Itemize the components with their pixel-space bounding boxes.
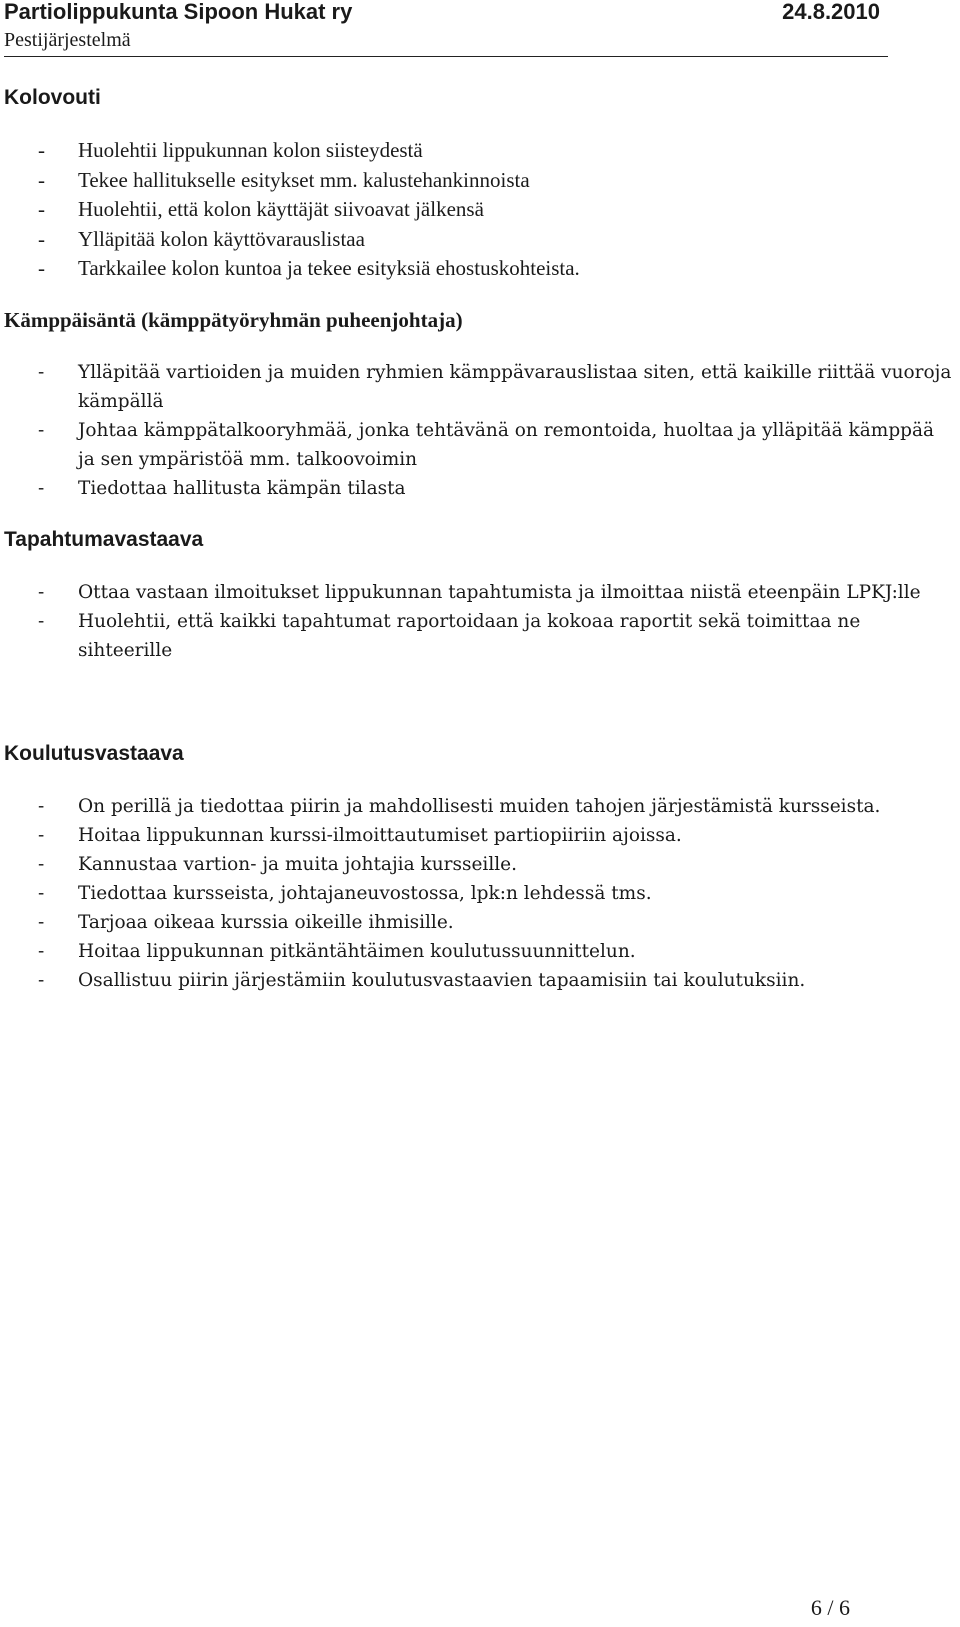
list-dash: - <box>38 197 45 221</box>
section-title-koulutusvastaava: Koulutusvastaava <box>4 742 184 765</box>
list-item: - Huolehtii lippukunnan kolon siisteydestä <box>4 136 954 166</box>
list-dash: - <box>38 912 45 933</box>
list-item: - Osallistuu piirin järjestämiin koulutusvastaavien tapaamisiin tai koulutuksiin. <box>4 966 954 995</box>
list-dash: - <box>38 138 45 162</box>
list-item: - Tarkkailee kolon kuntoa ja tekee esityksiä ehostuskohteista. <box>4 254 954 284</box>
list-item: - Johtaa kämppätalkooryhmää, jonka tehtävänä on remontoida, huoltaa ja ylläpitää kämppää ja sen ympäristöä mm. talkoovoimin <box>4 416 954 474</box>
list-dash: - <box>38 362 45 383</box>
list-dash: - <box>38 582 45 603</box>
section-title-tapahtumavastaava: Tapahtumavastaava <box>4 528 204 551</box>
list-item: - Ylläpitää vartioiden ja muiden ryhmien kämppävarauslistaa siten, että kaikille riittää vuoroja kämpällä <box>4 358 954 416</box>
koulutusvastaava-duties-list <box>4 792 954 995</box>
page-header <box>4 0 888 57</box>
list-item: - Tiedottaa hallitusta kämpän tilasta <box>4 474 954 503</box>
list-item: - Hoitaa lippukunnan pitkäntähtäimen koulutussuunnittelun. <box>4 937 954 966</box>
list-item: - Huolehtii, että kaikki tapahtumat raportoidaan ja kokoaa raportit sekä toimittaa ne sihteerille <box>4 607 954 665</box>
tapahtumavastaava-duties-list <box>4 578 954 665</box>
list-dash: - <box>38 796 45 817</box>
list-dash: - <box>38 970 45 991</box>
list-dash: - <box>38 941 45 962</box>
list-item: - Huolehtii, että kolon käyttäjät siivoavat jälkensä <box>4 195 954 225</box>
list-dash: - <box>38 226 45 251</box>
list-item: - Tiedottaa kursseista, johtajaneuvostossa, lpk:n lehdessä tms. <box>4 879 954 908</box>
section-title-kamppaisanta: Kämppäisäntä (kämppätyöryhmän puheenjohtaja) <box>4 308 463 332</box>
document-date: 24.8.2010 <box>782 0 880 24</box>
section-kamppaisanta <box>4 308 954 503</box>
kamppaisanta-duties-list <box>4 358 954 503</box>
list-dash: - <box>38 883 45 904</box>
organization-name: Partiolippukunta Sipoon Hukat ry <box>4 0 353 24</box>
list-dash: - <box>38 478 45 499</box>
list-dash: - <box>38 854 45 875</box>
section-title-kolovouti: Kolovouti <box>4 86 101 109</box>
list-dash: - <box>38 167 45 192</box>
section-kolovouti <box>4 86 954 284</box>
list-item: - On perillä ja tiedottaa piirin ja mahdollisesti muiden tahojen järjestämistä kursseista. <box>4 792 954 821</box>
list-dash: - <box>38 420 45 441</box>
list-dash: - <box>38 611 45 632</box>
kolovouti-duties-list <box>4 136 954 284</box>
page-number: 6 / 6 <box>810 1595 850 1620</box>
list-item: - Tekee hallitukselle esitykset mm. kalustehankinnoista <box>4 166 954 196</box>
list-item: - Ylläpitää kolon käyttövarauslistaa <box>4 225 954 255</box>
list-dash: - <box>38 256 45 280</box>
document-subtitle: Pestijärjestelmä <box>4 29 131 51</box>
list-item: - Tarjoaa oikeaa kurssia oikeille ihmisille. <box>4 908 954 937</box>
list-dash: - <box>38 825 45 846</box>
section-tapahtumavastaava <box>4 528 954 665</box>
list-item: - Hoitaa lippukunnan kurssi-ilmoittautumiset partiopiiriin ajoissa. <box>4 821 954 850</box>
list-item: - Kannustaa vartion- ja muita johtajia kursseille. <box>4 850 954 879</box>
list-item: - Ottaa vastaan ilmoitukset lippukunnan tapahtumista ja ilmoittaa niistä eteenpäin LPKJ:lle <box>4 578 954 607</box>
section-koulutusvastaava <box>4 742 954 995</box>
